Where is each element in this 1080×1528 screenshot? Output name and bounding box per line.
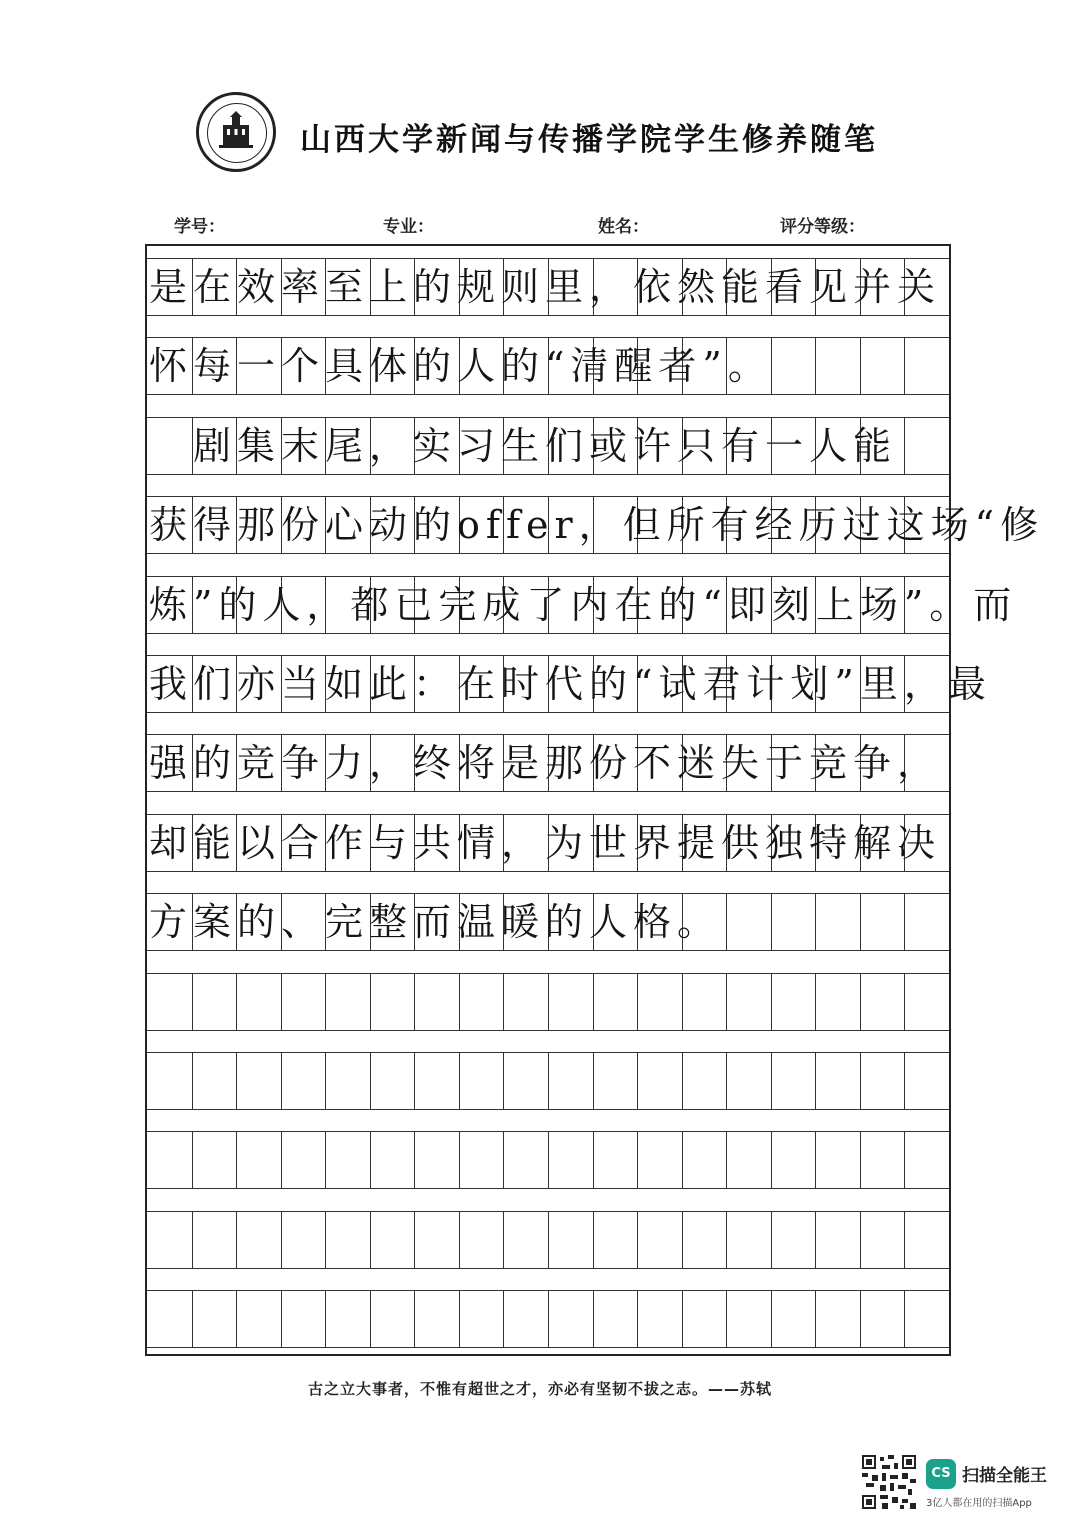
- handwritten-line: 剧集末尾，实习生们或许只有一人能: [149, 423, 898, 468]
- major-label: 专业：: [383, 217, 434, 237]
- handwritten-line: [149, 1217, 947, 1263]
- handwritten-line: [149, 1296, 947, 1342]
- grid-row: [147, 893, 949, 951]
- grid-row: [147, 1211, 949, 1269]
- grid-row: [147, 258, 949, 316]
- handwritten-line: 获得那份心动的offer，但所有经历过这场“修: [149, 503, 1045, 548]
- grid-row: [147, 973, 949, 1031]
- name-label: 姓名：: [598, 217, 649, 237]
- handwritten-line: 怀每一个具体的人的“清醒者”。: [149, 344, 772, 389]
- grid-row: [147, 1131, 949, 1189]
- grid-row: [147, 1290, 949, 1348]
- handwritten-line: [149, 1058, 947, 1104]
- student-info-fields: [0, 212, 1080, 236]
- grid-row: [147, 734, 949, 792]
- handwritten-line: [149, 979, 947, 1025]
- university-seal-logo: [196, 92, 276, 172]
- handwritten-line: [149, 1137, 947, 1183]
- student-id-label: 学号：: [174, 217, 225, 237]
- page-header: [196, 92, 896, 182]
- grid-row: [147, 814, 949, 872]
- handwritten-line: 我们亦当如此：在时代的“试君计划”里，最: [149, 662, 992, 706]
- grade-label: 评分等级：: [780, 217, 865, 237]
- writing-grid: [145, 244, 1045, 1356]
- grid-row: [147, 1052, 949, 1110]
- handwritten-line: 却能以合作与共情，为世界提供独特解决: [149, 820, 942, 865]
- page-title: 山西大学新闻与传播学院学生修养随笔: [300, 122, 878, 158]
- grid-row: [147, 496, 1045, 554]
- scanner-app-brand: [926, 1457, 1066, 1511]
- grid-row: [147, 417, 949, 475]
- handwritten-line: 炼”的人，都已完成了内在的“即刻上场”。而: [149, 582, 1018, 627]
- scanner-app-name: 扫描全能王: [962, 1466, 1047, 1486]
- scanner-app-tagline: 3亿人都在用的扫描App: [926, 1498, 1032, 1509]
- footer-quote: 古之立大事者，不惟有超世之才，亦必有坚韧不拔之志。——苏轼: [307, 1380, 772, 1398]
- qr-code-icon: [862, 1455, 916, 1509]
- building-icon: [217, 111, 255, 151]
- grid-row: [147, 337, 949, 395]
- handwritten-line: 强的竞争力，终将是那份不迷失于竞争，: [149, 741, 942, 786]
- grid-row: [147, 576, 1018, 634]
- handwritten-line: 方案的、完整而温暖的人格。: [149, 900, 722, 945]
- handwritten-line: 是在效率至上的规则里，依然能看见并关: [149, 265, 942, 309]
- grid-row: [147, 655, 992, 713]
- camscanner-logo-icon: CS: [926, 1459, 956, 1489]
